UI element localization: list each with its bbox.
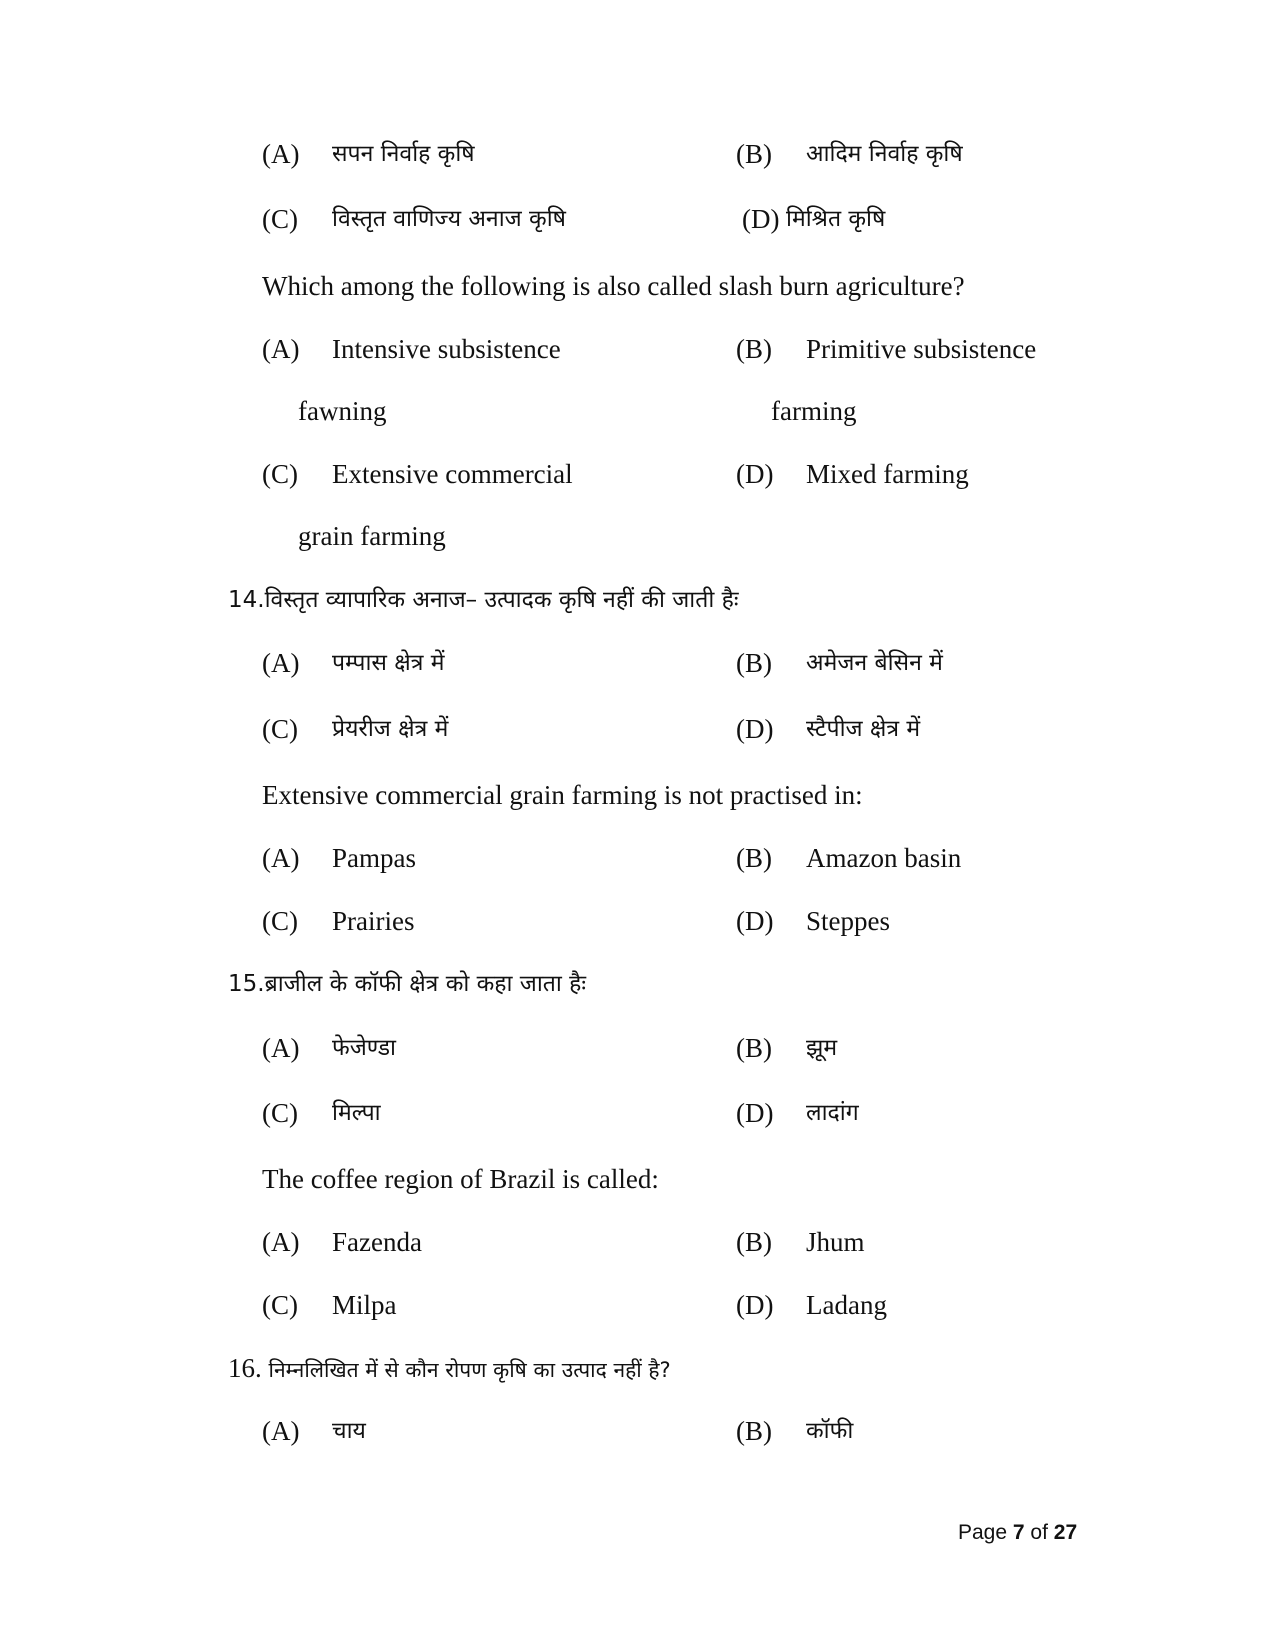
document-page: (A) सपन निर्वाह कृषि (B) आदिम निर्वाह कृषि (C) विस्तृत वाणिज्य अनाज कृषि (D) मिश्रित कृषि Which among the following is also called slash burn agriculture? (A) Intensive subsistence (B) Primitive subsistence fawning farming (C) Extensive commercial (D) Mixed farming grain farming 14.विस्तृत व्यापारिक अनाज– उत्पादक कृषि नहीं की जाती हैः (A) पम्पास क्षेत्र में (B) अमेजन बेसिन में (C) प्रेयरीज क्षेत्र में (D) स्टैपीज क्षेत्र में Extensive commercial grain farming is not practised in: (A) Pampas (B) Amazon basin (C) Prairies (D) Steppes 15.ब्राजील के कॉफी क्षेत्र को कहा जाता हैः (A) फेजेण्डा (B) झूम (C) मिल्पा (D) लादांग The coffee region of Brazil is called: (A) Fazenda (B) Jhum (C) Milpa (D) Ladang 16. निम्नलिखित में से कौन रोपण कृषि का उत्पाद नहीं है? (A) चाय (B) कॉफी Page 7 of 27 — [228, 139, 1078, 1544]
q13-en-option-b-cont: farming — [771, 396, 857, 426]
q13-en-option-a-cont: fawning — [298, 396, 387, 426]
q13-en-question: Which among the following is also called slash burn agriculture? — [262, 271, 965, 301]
q16-hi-question-text: निम्नलिखित में से कौन रोपण कृषि का उत्पाद नहीं है? — [268, 1358, 671, 1382]
q13-en-option-c-cont: grain farming — [298, 521, 446, 551]
q15-hi-question: 15.ब्राजील के कॉफी क्षेत्र को कहा जाता हैः — [228, 971, 587, 997]
page-number: Page 7 of 27 — [958, 1521, 1078, 1544]
q15-en-question: The coffee region of Brazil is called: — [262, 1164, 659, 1194]
q14-hi-question: 14.विस्तृत व्यापारिक अनाज– उत्पादक कृषि नहीं की जाती हैः — [228, 587, 739, 613]
q16-hi-question — [228, 1352, 671, 1386]
q14-en-question: Extensive commercial grain farming is not practised in: — [262, 780, 863, 810]
q16-number: 16. — [228, 1353, 262, 1383]
